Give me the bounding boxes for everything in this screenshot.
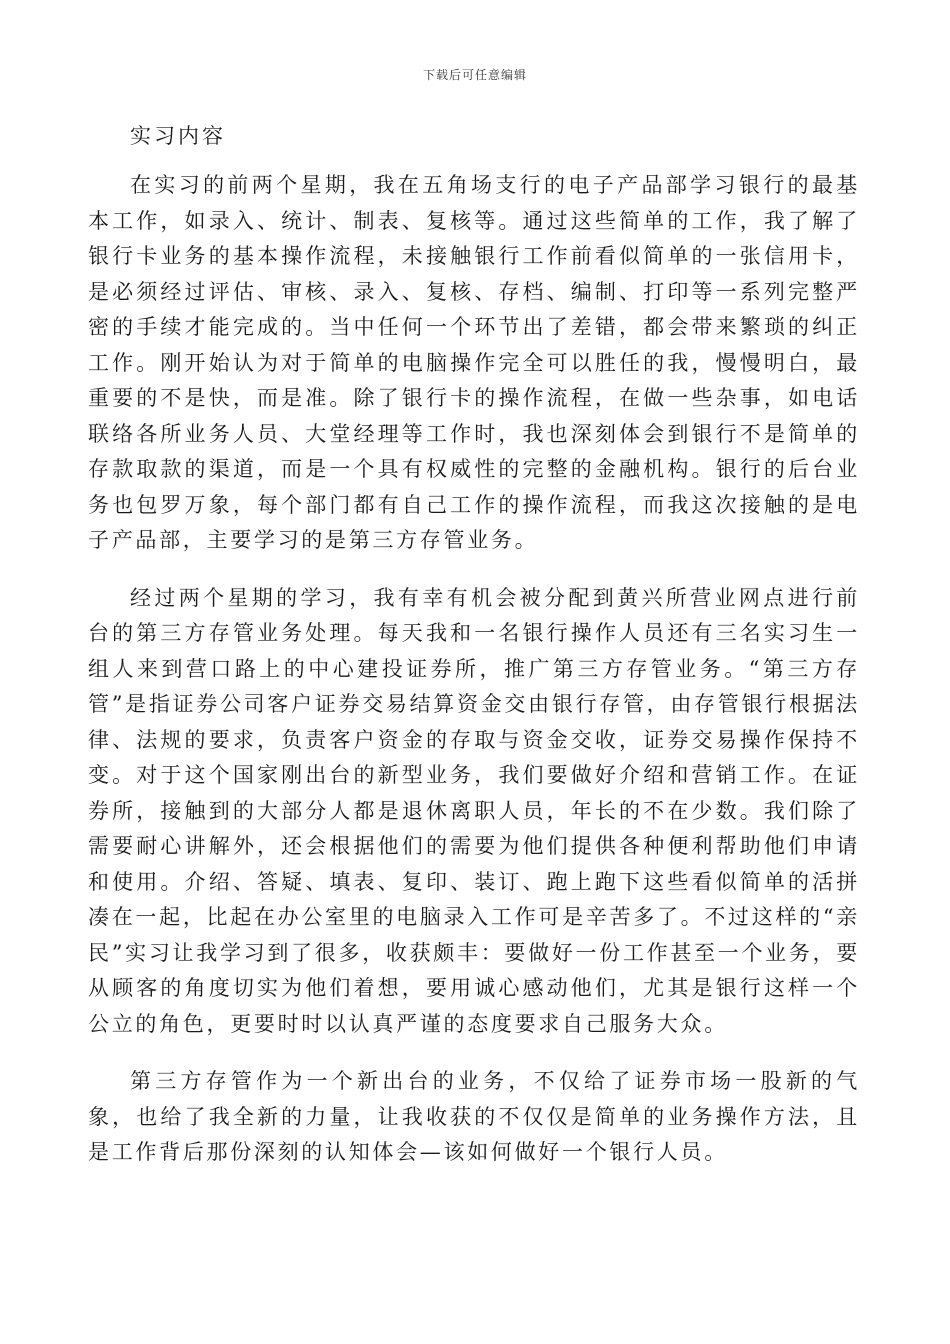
paragraph-3: 第三方存管作为一个新出台的业务，不仅给了证券市场一股新的气象，也给了我全新的力量，让我收获的不仅仅是简单的业务操作方法，且是工作背后那份深刻的认知体会—该如何做好一个银行人员。 bbox=[88, 1069, 860, 1164]
document-body bbox=[88, 118, 860, 1193]
paragraph-1: 在实习的前两个星期，我在五角场支行的电子产品部学习银行的最基本工作，如录入、统计、制表、复核等。通过这些简单的工作，我了解了银行卡业务的基本操作流程，未接触银行工作前看似简单的一张信用卡，是必须经过评估、审核、录入、复核、存档、编制、打印等一系列完整严密的手续才能完成的。当中任何一个环节出了差错，都会带来繁琐的纠正工作。刚开始认为对于简单的电脑操作完全可以胜任的我，慢慢明白，最重要的不是快，而是准。除了银行卡的操作流程，在做一些杂事，如电话联络各所业务人员、大堂经理等工作时，我也深刻体会到银行不是简单的存款取款的渠道，而是一个具有权威性的完整的金融机构。银行的后台业务也包罗万象，每个部门都有自己工作的操作流程，而我这次接触的是电子产品部，主要学习的是第三方存管业务。 bbox=[88, 173, 860, 552]
section-title: 实习内容 bbox=[130, 124, 226, 148]
header-note: 下载后可任意编辑 bbox=[422, 68, 527, 82]
paragraph-2: 经过两个星期的学习，我有幸有机会被分配到黄兴所营业网点进行前台的第三方存管业务处理。每天我和一名银行操作人员还有三名实习生一组人来到营口路上的中心建投证券所，推广第三方存管业务。“第三方存管”是指证券公司客户证券交易结算资金交由银行存管，由存管银行根据法律、法规的要求，负责客户资金的存取与资金交收，证券交易操作保持不变。对于这个国家刚出台的新型业务，我们要做好介绍和营销工作。在证券所，接触到的大部分人都是退休离职人员，年长的不在少数。我们除了需要耐心讲解外，还会根据他们的需要为他们提供各种便利帮助他们申请和使用。介绍、答疑、填表、复印、装订、跑上跑下这些看似简单的活拼凑在一起，比起在办公室里的电脑录入工作可是辛苦多了。不过这样的“亲民”实习让我学习到了很多，收获颇丰：要做好一份工作甚至一个业务，要从顾客的角度切实为他们着想，要用诚心感动他们，尤其是银行这样一个公立的角色，更要时时以认真严谨的态度要求自己服务大众。 bbox=[88, 585, 860, 1036]
